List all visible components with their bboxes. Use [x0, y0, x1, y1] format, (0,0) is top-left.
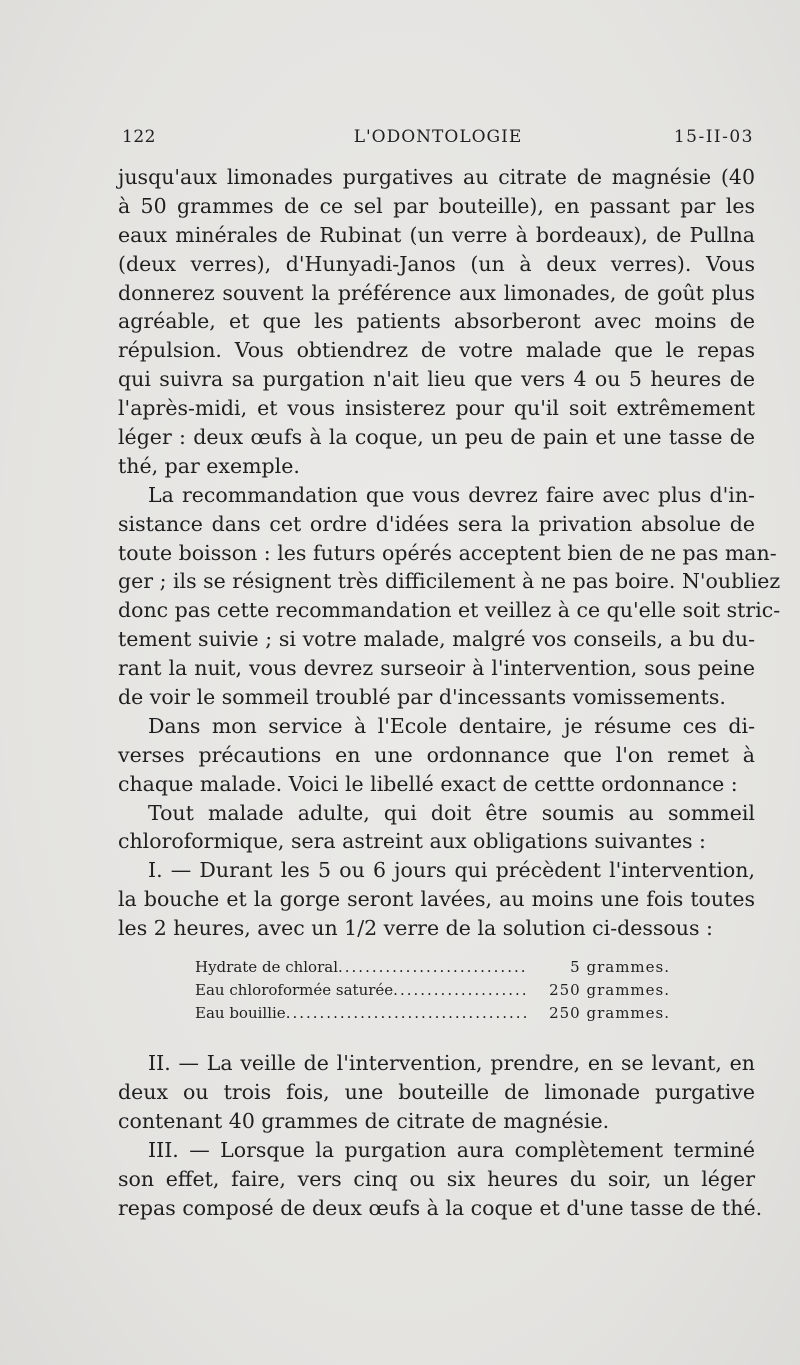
- prescription-table: [195, 956, 670, 1025]
- text-line: qui suivra sa purgation n'ait lieu que vers 4 ou 5 heures de: [118, 367, 755, 392]
- paragraph-4: [118, 799, 755, 857]
- text-line: Tout malade adulte, qui doit être soumis au sommeil: [148, 800, 755, 825]
- dot-leader: [338, 956, 526, 979]
- ingredient-name: Eau chloroformée saturée: [195, 981, 394, 999]
- page-number: 122: [122, 127, 156, 147]
- journal-title: L'ODONTOLOGIE: [353, 127, 523, 147]
- text-line: léger : deux œufs à la coque, un peu de pain et une tasse de: [118, 425, 755, 450]
- prescription-row: [195, 1002, 670, 1025]
- text-line: rant la nuit, vous devrez surseoir à l'intervention, sous peine: [118, 656, 755, 681]
- paragraph-2: [118, 481, 781, 712]
- text-line: ger ; ils se résignent très difficilement à ne pas boire. N'oubliez: [118, 569, 781, 594]
- ingredient-quantity: 5 grammes.: [570, 958, 670, 976]
- text-line: l'après-midi, et vous insisterez pour qu'il soit extrêmement: [118, 396, 755, 421]
- text-line: son effet, faire, vers cinq ou six heures du soir, un léger: [118, 1167, 755, 1191]
- text-line: verses précautions en une ordonnance que l'on remet à: [118, 742, 755, 767]
- dot-leader: [286, 1002, 526, 1025]
- text-line: thé, par exemple.: [118, 453, 300, 478]
- issue-date: 15-II-03: [673, 127, 754, 147]
- text-line: (deux verres), d'Hunyadi-Janos (un à deux verres). Vous: [118, 251, 755, 276]
- text-line: La recommandation que vous devrez faire avec plus d'in-: [148, 482, 755, 507]
- ingredient-name: Eau bouillie: [195, 1004, 286, 1022]
- text-line: tement suivie ; si votre malade, malgré vos conseils, a bu du-: [118, 627, 755, 652]
- text-line: chloroformique, sera astreint aux obligations suivantes :: [118, 829, 706, 854]
- paragraph-5: [118, 856, 755, 943]
- text-line: répulsion. Vous obtiendrez de votre malade que le repas: [118, 338, 755, 363]
- paragraph-6: [118, 1049, 755, 1136]
- text-line: toute boisson : les futurs opérés acceptent bien de ne pas man-: [118, 540, 777, 565]
- prescription-row: [195, 979, 670, 1002]
- secondary-text-block: [118, 1049, 763, 1223]
- text-line: à 50 grammes de ce sel par bouteille), en passant par les: [118, 193, 755, 218]
- text-line: III. — Lorsque la purgation aura complètement terminé: [148, 1138, 755, 1162]
- running-header: [118, 127, 758, 151]
- text-line: contenant 40 grammes de citrate de magnésie.: [118, 1109, 610, 1133]
- text-line: donc pas cette recommandation et veillez à ce qu'elle soit stric-: [118, 598, 781, 623]
- paragraph-1: [118, 163, 755, 481]
- text-line: eaux minérales de Rubinat (un verre à bordeaux), de Pullna: [118, 222, 755, 247]
- paragraph-3: [118, 712, 755, 799]
- text-line: les 2 heures, avec un 1/2 verre de la solution ci-dessous :: [118, 916, 713, 941]
- text-line: agréable, et que les patients absorberont avec moins de: [118, 309, 755, 334]
- main-text-block: [118, 163, 781, 943]
- text-line: de voir le sommeil troublé par d'incessants vomissements.: [118, 685, 726, 710]
- text-line: jusqu'aux limonades purgatives au citrate de magnésie (40: [118, 165, 755, 189]
- text-line: sistance dans cet ordre d'idées sera la privation absolue de: [118, 511, 755, 536]
- paragraph-7: [118, 1136, 763, 1223]
- ingredient-name: Hydrate de chloral: [195, 958, 338, 976]
- text-line: repas composé de deux œufs à la coque et d'une tasse de thé.: [118, 1196, 763, 1220]
- text-line: I. — Durant les 5 ou 6 jours qui précèdent l'intervention,: [148, 858, 755, 883]
- text-line: deux ou trois fois, une bouteille de limonade purgative: [118, 1080, 755, 1104]
- text-line: la bouche et la gorge seront lavées, au moins une fois toutes: [118, 887, 755, 912]
- text-line: Dans mon service à l'Ecole dentaire, je résume ces di-: [148, 713, 755, 738]
- ingredient-quantity: 250 grammes.: [549, 1004, 670, 1022]
- prescription-row: [195, 956, 670, 979]
- ingredient-quantity: 250 grammes.: [549, 981, 670, 999]
- text-line: chaque malade. Voici le libellé exact de cettte ordonnance :: [118, 771, 738, 796]
- text-line: II. — La veille de l'intervention, prendre, en se levant, en: [148, 1051, 755, 1075]
- dot-leader: [393, 979, 526, 1002]
- text-line: donnerez souvent la préférence aux limonades, de goût plus: [118, 280, 755, 305]
